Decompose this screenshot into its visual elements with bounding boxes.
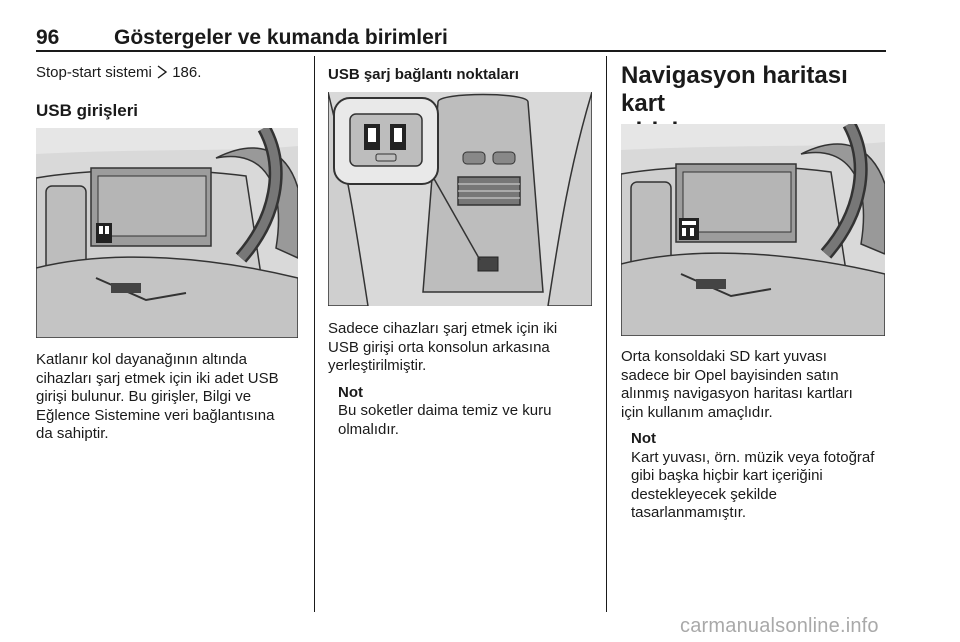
usb-charge-note-line-2: olmalıdır.	[338, 420, 399, 438]
column-divider-1	[314, 56, 315, 612]
usb-paragraph	[36, 351, 306, 444]
sd-card-line-1: Orta konsoldaki SD kart yuvası	[621, 348, 827, 365]
chapter-title: Göstergeler ve kumanda birimleri	[114, 26, 448, 49]
arrow-reference-icon	[156, 65, 168, 85]
usb-charge-note-line-1: Bu soketler daima temiz ve kuru	[338, 402, 552, 419]
page-number: 96	[36, 26, 60, 49]
sd-card-note-line-4: tasarlanmamıştır.	[631, 504, 747, 521]
usb-description	[36, 351, 306, 444]
sd-card-note-line-1: Kart yuvası, örn. müzik veya fotoğraf	[631, 448, 875, 466]
usb-line-1: Katlanır kol dayanağının altında	[36, 351, 247, 368]
usb-line-3: girişi bulunur. Bu girişler, Bilgi ve	[36, 388, 252, 405]
usb-charge-note-text	[338, 402, 600, 439]
cross-reference[interactable]	[36, 64, 306, 85]
rear-console-usb-illustration	[328, 92, 592, 306]
usb-charge-paragraph	[328, 320, 600, 376]
sd-card-note-title: Not	[631, 430, 656, 447]
sd-card-heading-line-1: Navigasyon haritası kart	[621, 62, 848, 117]
sd-card-slot-illustration	[621, 124, 885, 336]
header-rule	[36, 50, 886, 52]
usb-section-heading: USB girişleri	[36, 100, 139, 120]
usb-charge-line-2: USB girişi orta konsolun arkasına	[328, 338, 550, 356]
column-2	[328, 62, 600, 83]
usb-charge-note-title: Not	[338, 383, 363, 401]
sd-card-description	[621, 348, 891, 523]
sd-card-note-line-3: destekleyecek şekilde	[631, 485, 777, 503]
usb-line-4: Eğlence Sistemine veri bağlantısına	[36, 406, 275, 424]
sd-card-note	[631, 430, 891, 523]
sd-card-line-3: alınmış navigasyon haritası kartları	[621, 385, 853, 402]
cross-reference-text: Stop-start sistemi	[36, 64, 152, 81]
usb-charge-description	[328, 320, 600, 439]
sd-card-line-4: için kullanım amaçlıdır.	[621, 403, 773, 421]
usb-charge-line-1: Sadece cihazları şarj etmek için iki	[328, 320, 558, 337]
usb-charge-heading: USB şarj bağlantı noktaları	[328, 66, 519, 83]
sd-card-note-line-2: gibi başka hiçbir kart içeriğini	[631, 467, 823, 484]
watermark: carmanualsonline.info	[680, 615, 879, 637]
column-divider-2	[606, 56, 607, 612]
usb-charge-line-3: yerleştirilmiştir.	[328, 357, 427, 374]
usb-line-5: da sahiptir.	[36, 425, 109, 442]
sd-card-paragraph	[621, 348, 891, 422]
column-1	[36, 62, 306, 121]
armrest-usb-illustration	[36, 128, 298, 338]
sd-card-note-text	[631, 449, 891, 523]
cross-reference-page: 186.	[172, 64, 202, 81]
usb-line-2: cihazları şarj etmek için iki adet USB	[36, 369, 279, 387]
sd-card-line-2: sadece bir Opel bayisinden satın	[621, 366, 839, 384]
usb-charge-note	[338, 384, 600, 440]
